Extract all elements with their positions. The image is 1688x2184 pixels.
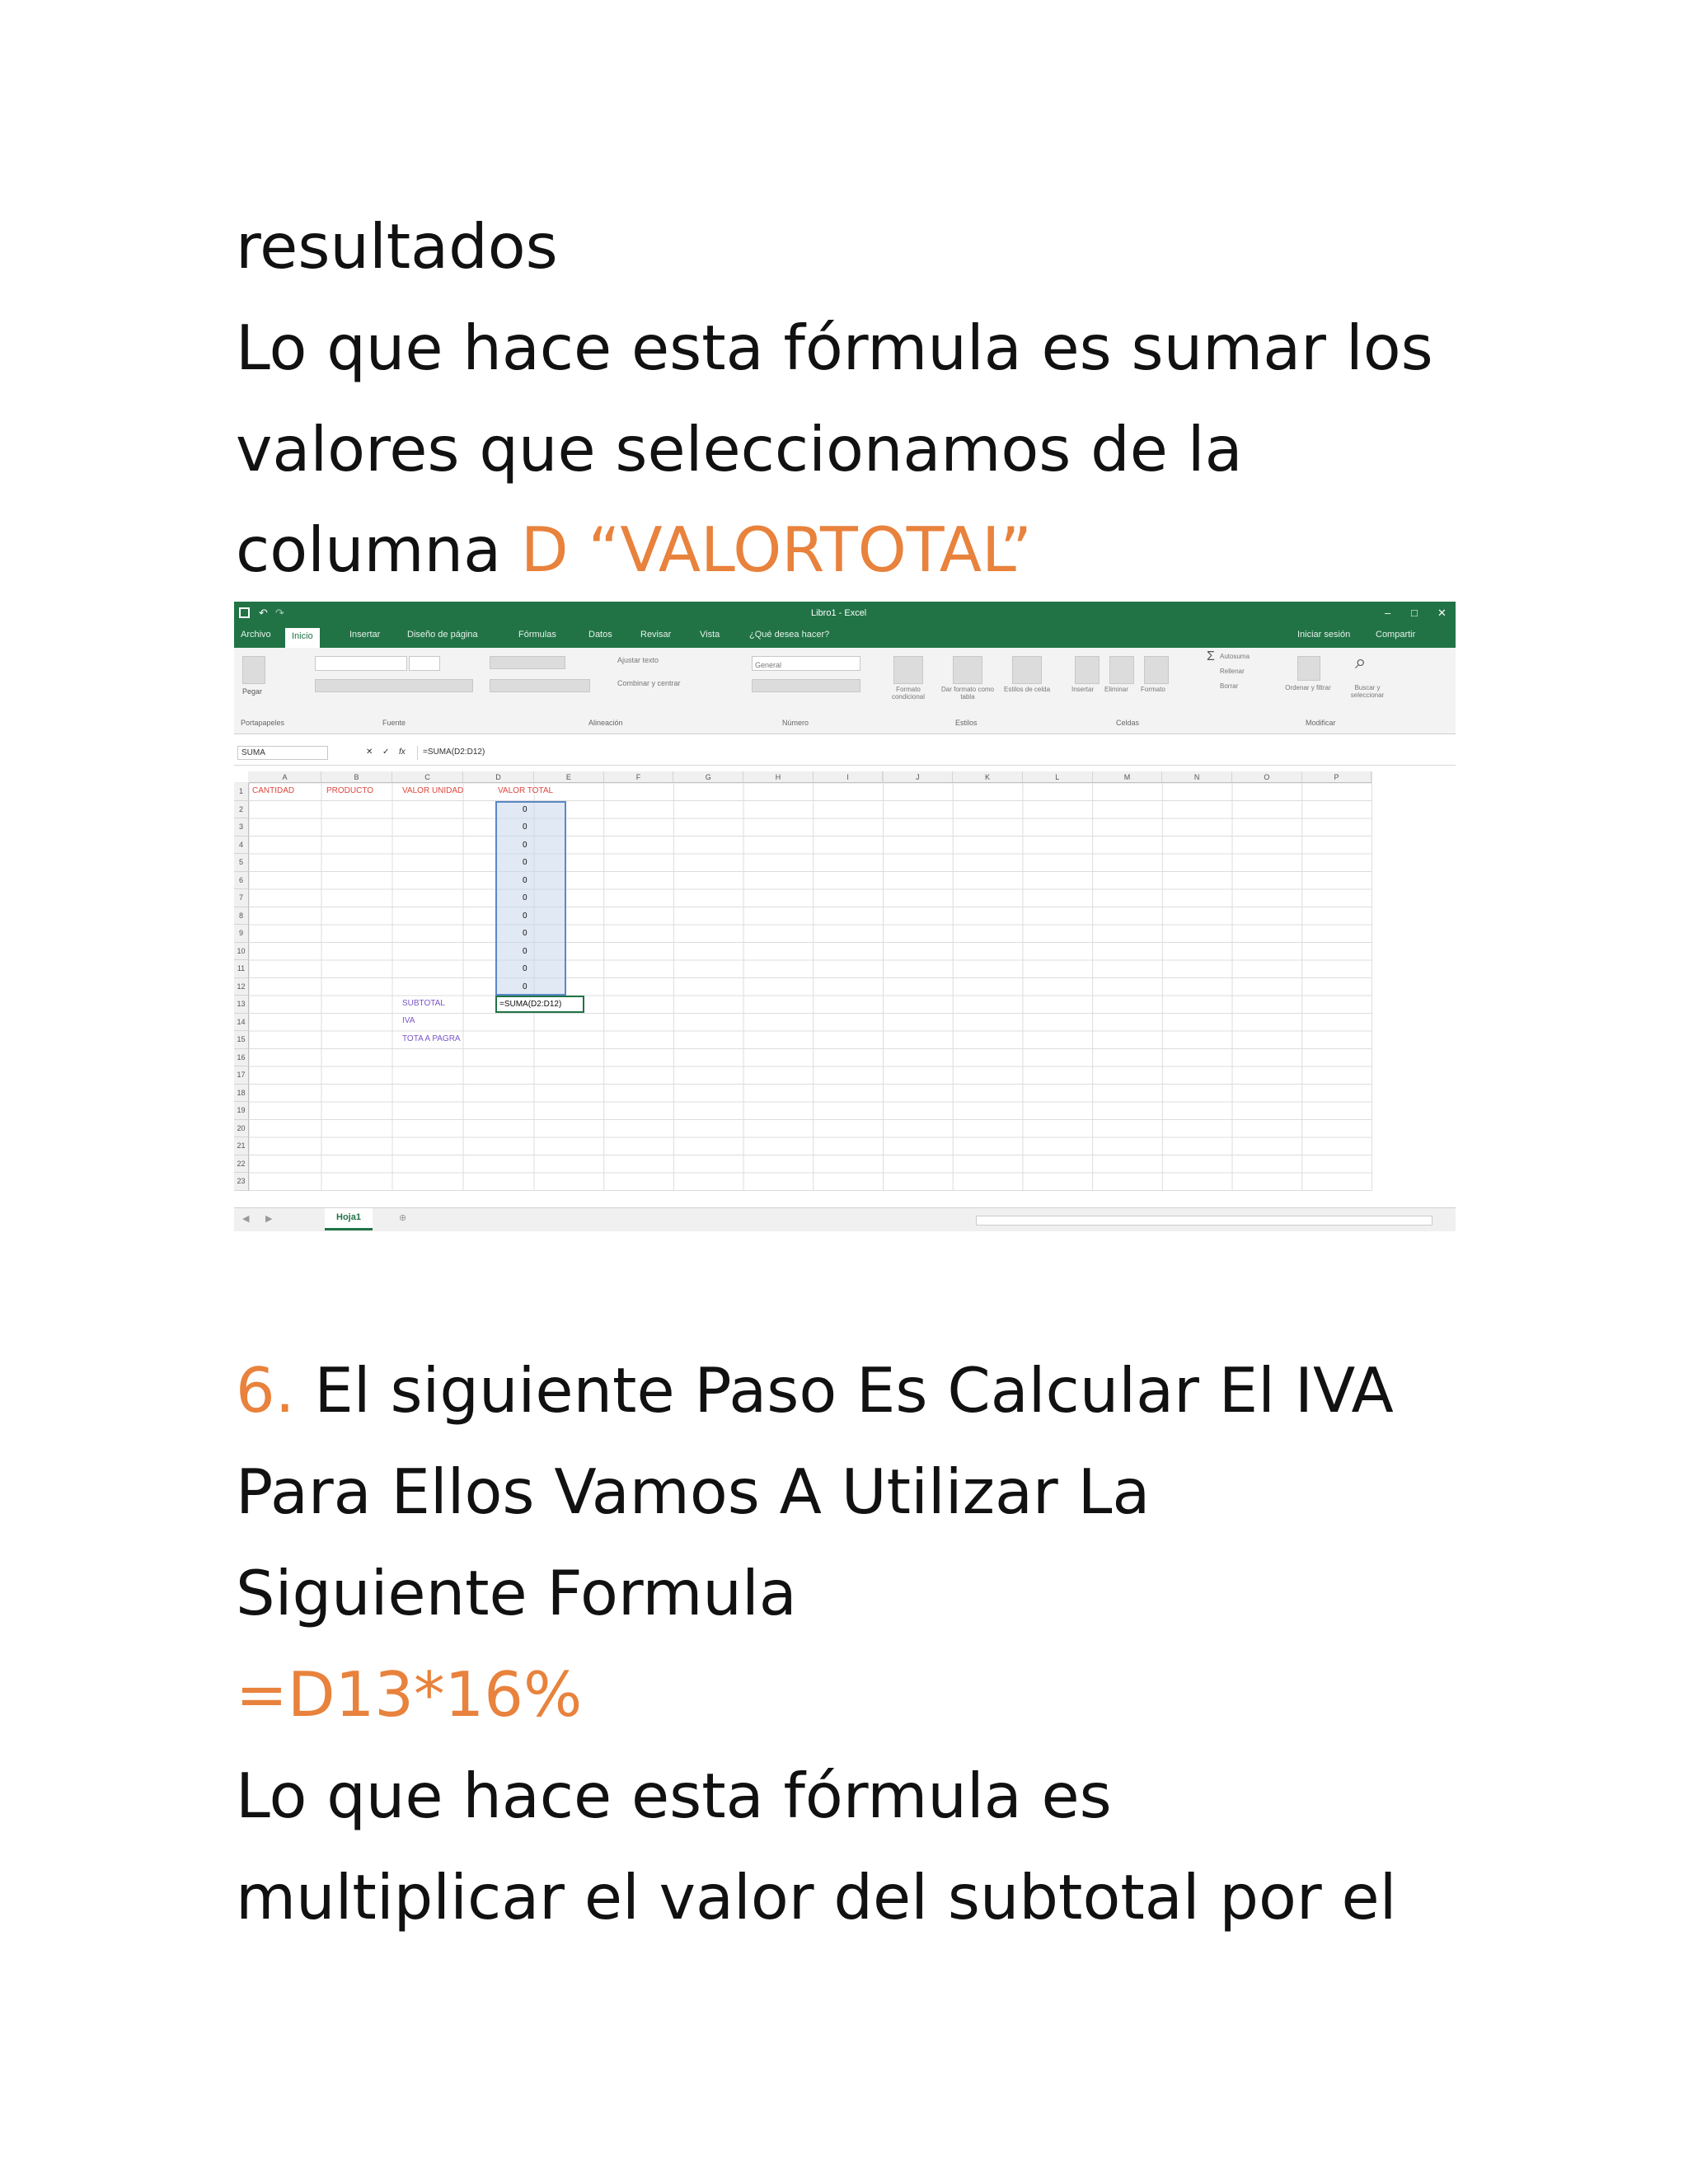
- function-icon[interactable]: fx: [399, 748, 406, 757]
- group-label: Alineación: [588, 719, 623, 727]
- text-span: El siguiente Paso Es Calcular El IVA: [294, 1354, 1394, 1427]
- sign-in-link[interactable]: Iniciar sesión: [1297, 630, 1351, 640]
- group-label: Portapapeles: [241, 719, 285, 727]
- cancel-icon[interactable]: ✕: [366, 748, 373, 757]
- font-size-field[interactable]: [409, 656, 440, 671]
- formula-value: =SUMA(D2:D12): [423, 748, 485, 757]
- column-header-f[interactable]: F: [604, 771, 674, 783]
- find-icon[interactable]: ⌕: [1355, 651, 1367, 673]
- column-header-o[interactable]: O: [1232, 771, 1302, 783]
- column-header-h[interactable]: H: [743, 771, 814, 783]
- row-header-5[interactable]: 5: [234, 854, 249, 872]
- column-header-e[interactable]: E: [534, 771, 604, 783]
- sort-filter-button[interactable]: [1297, 656, 1320, 681]
- clear-button[interactable]: Borrar: [1220, 682, 1239, 690]
- row-header-23[interactable]: 23: [234, 1173, 249, 1191]
- tab-vista[interactable]: Vista: [700, 630, 720, 640]
- conditional-format-label: Formato condicional: [891, 686, 926, 701]
- group-label: Celdas: [1116, 719, 1140, 727]
- row-header-13[interactable]: 13: [234, 996, 249, 1014]
- fill-button[interactable]: Rellenar: [1220, 668, 1245, 675]
- minimize-icon[interactable]: –: [1385, 607, 1391, 619]
- cell-styles-button[interactable]: [1012, 656, 1042, 684]
- insert-cells-button[interactable]: [1075, 656, 1100, 684]
- close-icon[interactable]: ✕: [1437, 607, 1447, 619]
- redo-icon[interactable]: ↷: [275, 607, 284, 619]
- text-line: [236, 513, 1033, 586]
- column-header-i[interactable]: I: [814, 771, 884, 783]
- label-total-a-pagar: TOTA A PAGRA: [402, 1034, 461, 1043]
- tab-formulas[interactable]: Fórmulas: [518, 630, 556, 640]
- cell-value-d4: 0: [523, 840, 528, 850]
- cell-value-d8: 0: [523, 911, 528, 921]
- row-header-4[interactable]: 4: [234, 837, 249, 855]
- excel-title-bar: [234, 602, 1456, 626]
- column-header-l[interactable]: L: [1023, 771, 1093, 783]
- column-header-c[interactable]: C: [392, 771, 463, 783]
- tab-insertar[interactable]: Insertar: [349, 630, 381, 640]
- tab-revisar[interactable]: Revisar: [640, 630, 672, 640]
- autosum-icon[interactable]: Σ: [1207, 649, 1215, 663]
- header-valor-unidad: VALOR UNIDAD: [402, 786, 464, 795]
- ribbon-tabs: [234, 626, 1456, 648]
- tab-datos[interactable]: Datos: [588, 630, 612, 640]
- formula-bar: [234, 742, 1456, 766]
- row-header-6[interactable]: 6: [234, 872, 249, 890]
- row-header-15[interactable]: 15: [234, 1031, 249, 1049]
- row-header-2[interactable]: 2: [234, 801, 249, 819]
- window-title: Libro1 - Excel: [811, 608, 867, 618]
- cell-value-d7: 0: [523, 893, 528, 902]
- text-line: Para Ellos Vamos A Utilizar La: [236, 1455, 1151, 1528]
- cell-value-d6: 0: [523, 875, 528, 885]
- conditional-format-button[interactable]: [893, 656, 923, 684]
- format-cells-button[interactable]: [1144, 656, 1169, 684]
- row-header-12[interactable]: 12: [234, 978, 249, 996]
- alignment-buttons-2[interactable]: [490, 679, 590, 692]
- row-header-22[interactable]: 22: [234, 1155, 249, 1174]
- add-sheet-icon[interactable]: ⊕: [399, 1213, 407, 1223]
- next-sheet-icon[interactable]: ▶: [265, 1214, 273, 1224]
- text-line: [236, 1354, 1394, 1427]
- column-header-b[interactable]: B: [321, 771, 392, 783]
- sort-filter-label: Ordenar y filtrar: [1285, 684, 1331, 691]
- undo-icon[interactable]: ↶: [259, 607, 268, 619]
- format-cells-label: Formato: [1141, 686, 1165, 693]
- maximize-icon[interactable]: □: [1411, 607, 1418, 619]
- cell-value-d10: 0: [523, 946, 528, 956]
- share-button[interactable]: Compartir: [1376, 630, 1416, 640]
- tell-me-box[interactable]: ¿Qué desea hacer?: [749, 630, 830, 640]
- active-cell-d13[interactable]: [495, 996, 584, 1013]
- text-line: resultados: [236, 210, 558, 283]
- cell-value-d5: 0: [523, 858, 528, 867]
- row-header-10[interactable]: 10: [234, 943, 249, 961]
- text-line: Siguiente Formula: [236, 1557, 797, 1629]
- format-as-table-label: Dar formato como tabla: [940, 686, 995, 701]
- active-cell-formula: =SUMA(D2:D12): [499, 1000, 562, 1009]
- font-format-buttons[interactable]: [315, 679, 473, 692]
- label-subtotal: SUBTOTAL: [402, 999, 445, 1008]
- cell-value-d12: 0: [523, 982, 528, 991]
- cell-value-d3: 0: [523, 823, 528, 832]
- row-header-8[interactable]: 8: [234, 907, 249, 926]
- row-header-7[interactable]: 7: [234, 889, 249, 907]
- row-header-17[interactable]: 17: [234, 1066, 249, 1085]
- sheet-tab-hoja1[interactable]: [325, 1208, 373, 1230]
- cell-styles-label: Estilos de celda: [1003, 686, 1051, 693]
- label-iva: IVA: [402, 1016, 415, 1025]
- excel-screenshot: [234, 602, 1456, 1231]
- text-line: Lo que hace esta fórmula es: [236, 1760, 1112, 1832]
- name-box[interactable]: [237, 746, 328, 760]
- group-label: Estilos: [955, 719, 978, 727]
- text-line: multiplicar el valor del subtotal por el: [236, 1861, 1397, 1933]
- cell-value-d9: 0: [523, 929, 528, 938]
- column-header-a[interactable]: A: [249, 771, 321, 783]
- spreadsheet-grid[interactable]: [234, 771, 1456, 1204]
- find-select-label: Buscar y seleccionar: [1350, 684, 1385, 699]
- delete-cells-button[interactable]: [1109, 656, 1134, 684]
- number-format-value: General: [755, 661, 782, 669]
- header-valor-total: VALOR TOTAL: [498, 786, 554, 795]
- wrap-text-button[interactable]: Ajustar texto: [617, 656, 659, 664]
- font-name-field[interactable]: [315, 656, 407, 671]
- text-line: Lo que hace esta fórmula es sumar los: [236, 312, 1433, 384]
- row-header-21[interactable]: 21: [234, 1137, 249, 1155]
- column-header-m[interactable]: M: [1093, 771, 1163, 783]
- row-header-19[interactable]: 19: [234, 1102, 249, 1120]
- column-header-n[interactable]: N: [1162, 771, 1232, 783]
- iva-formula: =D13*16%: [236, 1658, 583, 1731]
- row-header-11[interactable]: 11: [234, 960, 249, 978]
- row-header-1[interactable]: 1: [234, 783, 249, 801]
- column-header-p[interactable]: P: [1302, 771, 1372, 783]
- group-label: Fuente: [382, 719, 406, 727]
- tab-archivo[interactable]: Archivo: [241, 630, 271, 640]
- enter-icon[interactable]: ✓: [382, 748, 390, 757]
- insert-cells-label: Insertar: [1071, 686, 1095, 693]
- sheet-tab-bar: [234, 1207, 1456, 1231]
- delete-cells-label: Eliminar: [1104, 686, 1128, 693]
- selected-range-d2-d12[interactable]: [495, 801, 566, 996]
- row-header-18[interactable]: 18: [234, 1085, 249, 1103]
- number-format-select[interactable]: [752, 656, 860, 671]
- save-icon[interactable]: [239, 607, 250, 618]
- row-header-3[interactable]: 3: [234, 818, 249, 837]
- horizontal-scrollbar[interactable]: [976, 1216, 1432, 1226]
- name-box-value: SUMA: [241, 748, 265, 757]
- format-as-table-button[interactable]: [953, 656, 982, 684]
- grid-lines: [234, 771, 1456, 1204]
- ribbon: [234, 648, 1456, 734]
- row-header-9[interactable]: 9: [234, 925, 249, 943]
- group-label: Modificar: [1306, 719, 1336, 727]
- text-span: columna: [236, 513, 521, 586]
- step-number: 6.: [236, 1354, 295, 1427]
- text-line: valores que seleccionamos de la: [236, 413, 1243, 485]
- prev-sheet-icon[interactable]: ◀: [242, 1214, 250, 1224]
- tab-inicio[interactable]: Inicio: [285, 628, 320, 648]
- row-header-14[interactable]: 14: [234, 1014, 249, 1032]
- group-label: Número: [782, 719, 809, 727]
- sheet-tab-label: Hoja1: [336, 1212, 361, 1222]
- alignment-buttons[interactable]: [490, 656, 565, 669]
- column-header-j[interactable]: J: [884, 771, 954, 783]
- paste-label: Pegar: [242, 687, 263, 696]
- tab-diseno[interactable]: Diseño de página: [407, 630, 478, 640]
- row-header-16[interactable]: 16: [234, 1049, 249, 1067]
- cell-value-d2: 0: [523, 804, 528, 814]
- paste-icon[interactable]: [242, 656, 265, 684]
- column-header-k[interactable]: K: [953, 771, 1023, 783]
- header-cantidad: CANTIDAD: [252, 786, 295, 795]
- autosum-label: Autosuma: [1220, 653, 1250, 660]
- column-header-g[interactable]: G: [673, 771, 743, 783]
- column-header-d[interactable]: D: [463, 771, 534, 783]
- cell-value-d11: 0: [523, 964, 528, 973]
- merge-center-button[interactable]: Combinar y centrar: [617, 679, 681, 687]
- number-format-buttons[interactable]: [752, 679, 860, 692]
- header-producto: PRODUCTO: [326, 786, 374, 795]
- column-reference: D “VALORTOTAL”: [520, 513, 1033, 586]
- formula-input[interactable]: [417, 746, 1447, 760]
- row-header-20[interactable]: 20: [234, 1120, 249, 1138]
